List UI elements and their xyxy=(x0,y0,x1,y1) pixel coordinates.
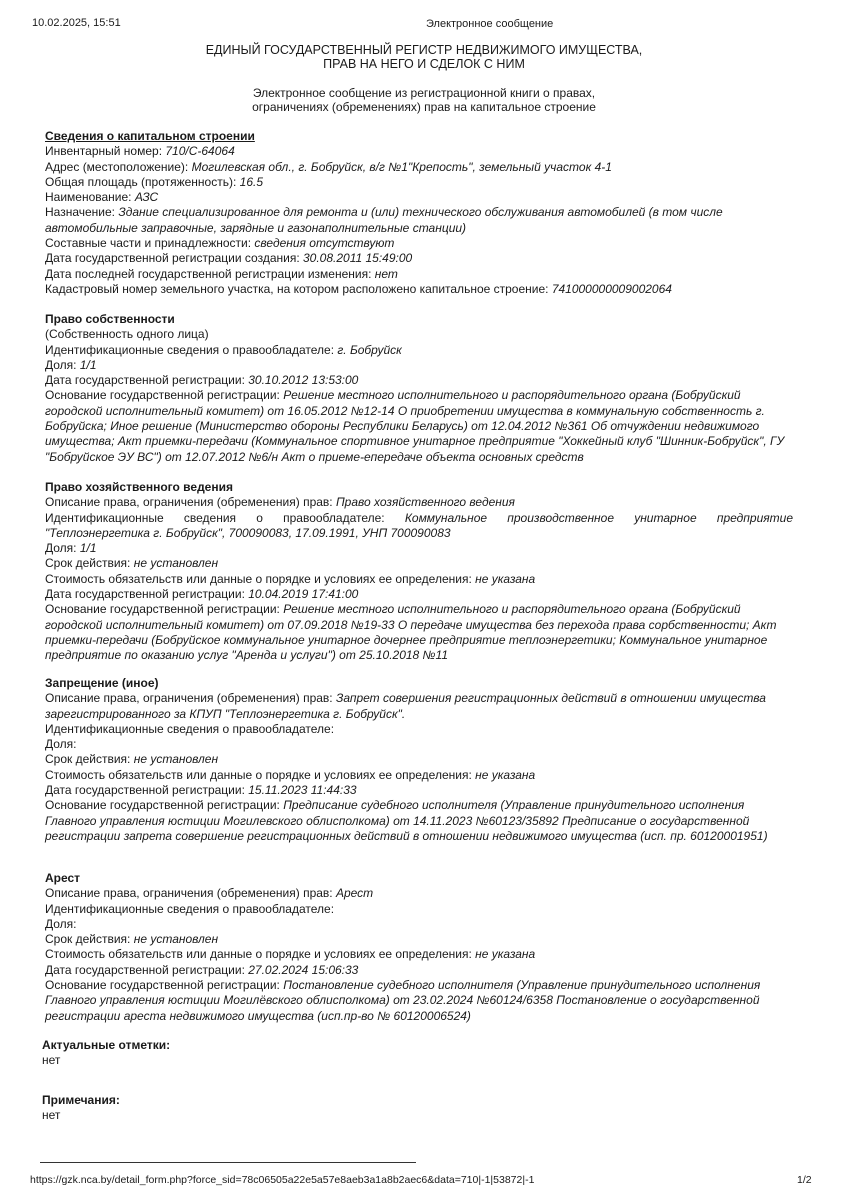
footer-divider xyxy=(40,1162,416,1163)
actual-marks-section xyxy=(42,1038,790,1069)
economic-reg-date-label: Дата государственной регистрации: xyxy=(45,587,249,602)
ownership-basis xyxy=(45,388,793,464)
economic-share xyxy=(45,541,793,556)
ownership-type: (Собственность одного лица) xyxy=(45,327,209,342)
notes-value: нет xyxy=(42,1108,61,1123)
registry-title xyxy=(0,43,848,71)
economic-cost xyxy=(45,572,793,587)
ownership-share-label: Доля: xyxy=(45,357,80,372)
total-area-value: 16.5 xyxy=(239,174,264,189)
economic-description-value: Право хозяйственного ведения xyxy=(335,495,515,510)
last-change-date-value: нет xyxy=(374,266,398,281)
last-change-date-label: Дата последней государственной регистрации изменения: xyxy=(45,266,375,281)
ownership-holder-value: г. Бобруйск xyxy=(337,342,402,357)
building-section xyxy=(45,129,793,297)
prohibition-term-label: Срок действия: xyxy=(45,752,134,767)
ownership-holder-label: Идентификационные сведения о правообладателе: xyxy=(45,342,338,357)
prohibition-reg-date-value: 15.11.2023 11:44:33 xyxy=(248,783,357,798)
prohibition-share: Доля: xyxy=(45,737,77,752)
arrest-share: Доля: xyxy=(45,916,77,931)
economic-basis-label: Основание государственной регистрации: xyxy=(45,602,284,617)
ownership-reg-date-value: 30.10.2012 13:53:00 xyxy=(248,373,359,388)
arrest-term-value: не установлен xyxy=(133,932,219,947)
message-subtitle-line1: Электронное сообщение из регистрационной книги о правах, xyxy=(252,86,596,100)
header-datetime: 10.02.2025, 15:51 xyxy=(32,17,121,29)
address-value: Могилевская обл., г. Бобруйск, в/г №1"Крепость", земельный участок 4-1 xyxy=(191,159,612,174)
arrest-cost-value: не указана xyxy=(475,947,536,962)
economic-basis-value: Решение местного исполнительного и распорядительного органа (Бобруйский городской исполнительный комитет) от 07.09.2018 №19-33 О передаче имущества без перехода права сорбственности; Акт приемки-передачи (Бобруйское коммунальное унитарное дочернее предприятие теплоэнергетики; Коммунальное унитарное предприятие по оказанию услуг "Аренда и услуги") от 25.10.2018 №11 xyxy=(45,602,777,663)
arrest-basis xyxy=(45,978,793,1024)
inventory-number-label: Инвентарный номер: xyxy=(45,144,166,159)
economic-holder-details: "Теплоэнергетика г. Бобруйск", 700090083, 17.09.1991, УНП 700090083 xyxy=(45,525,451,540)
inventory-number xyxy=(45,144,793,159)
cadastral-number-value: 741000000009002064 xyxy=(551,281,672,296)
message-subtitle-line2: ограничениях (обременениях) прав на капитальное строение xyxy=(252,100,596,114)
prohibition-description-label: Описание права, ограничения (обременения) прав: xyxy=(45,691,336,706)
cadastral-number xyxy=(45,282,793,297)
arrest-heading: Арест xyxy=(45,871,81,885)
prohibition-heading: Запрещение (иное) xyxy=(45,676,159,690)
building-purpose-label: Назначение: xyxy=(45,205,119,220)
ownership-share xyxy=(45,358,793,373)
building-purpose-value: Здание специализированное для ремонта и (или) технического обслуживания автомобилей (в том числе автомобильные заправочные, зарядные и газонаполнительные станции) xyxy=(45,205,723,235)
message-subtitle xyxy=(0,86,848,114)
cadastral-number-label: Кадастровый номер земельного участка, на котором расположено капитальное строение: xyxy=(45,281,552,296)
economic-holder xyxy=(45,511,793,526)
footer-page-number: 1/2 xyxy=(797,1174,812,1186)
building-name-value: АЗС xyxy=(134,190,159,205)
prohibition-basis-label: Основание государственной регистрации: xyxy=(45,798,284,813)
ownership-basis-value: Решение местного исполнительного и распорядительного органа (Бобруйский городской исполнительный комитет) от 16.05.2012 №12-14 О приобретении имущества в коммунальную собственность г. Бобруйска; Иное решение (Министерство обороны Республики Беларусь) от 12.04.2012 №361 Об отчуждении недвижимого имущества; Акт приемки-передачи (Коммунальное спортивное унитарное предприятие "Хоккейный клуб "Шинник-Бобруйск", ГУ "Бобруйское ЭУ ВС") от 12.07.2012 №6/н Акт о приеме-епередаче объекта основных средств xyxy=(45,388,785,464)
building-heading: Сведения о капитальном строении xyxy=(45,129,255,143)
actual-marks-heading: Актуальные отметки: xyxy=(42,1038,171,1052)
economic-share-label: Доля: xyxy=(45,541,80,556)
notes-section xyxy=(42,1093,790,1124)
arrest-description-label: Описание права, ограничения (обременения) прав: xyxy=(45,886,336,901)
economic-cost-label: Стоимость обязательств или данные о порядке и условиях ее определения: xyxy=(45,571,476,586)
prohibition-basis xyxy=(45,798,793,844)
ownership-basis-label: Основание государственной регистрации: xyxy=(45,388,284,403)
notes-heading: Примечания: xyxy=(42,1093,120,1107)
economic-holder-value: Коммунальное производственное унитарное предприятие xyxy=(404,510,793,525)
ownership-heading: Право собственности xyxy=(45,312,175,326)
arrest-reg-date xyxy=(45,963,793,978)
prohibition-cost-label: Стоимость обязательств или данные о порядке и условиях ее определения: xyxy=(45,767,476,782)
ownership-reg-date-label: Дата государственной регистрации: xyxy=(45,373,249,388)
arrest-basis-label: Основание государственной регистрации: xyxy=(45,978,284,993)
inventory-number-value: 710/С-64064 xyxy=(165,144,235,159)
economic-basis xyxy=(45,602,793,663)
footer-url[interactable]: https://gzk.nca.by/detail_form.php?force_sid=78c06505a22e5a57e8aeb3a1a8b2aec6&data=710|-1|53872|-1 xyxy=(30,1174,535,1186)
ownership-section xyxy=(45,312,793,465)
address-label: Адрес (местоположение): xyxy=(45,159,192,174)
arrest-term xyxy=(45,932,793,947)
prohibition-reg-date xyxy=(45,783,793,798)
prohibition-cost-value: не указана xyxy=(475,767,536,782)
ownership-holder xyxy=(45,343,793,358)
ownership-reg-date xyxy=(45,373,793,388)
prohibition-description xyxy=(45,691,793,722)
header-doc-type: Электронное сообщение xyxy=(426,18,554,30)
arrest-cost xyxy=(45,947,793,962)
arrest-description xyxy=(45,886,793,901)
last-change-date xyxy=(45,267,793,282)
prohibition-section xyxy=(45,676,793,844)
prohibition-term-value: не установлен xyxy=(133,752,219,767)
arrest-reg-date-label: Дата государственной регистрации: xyxy=(45,962,249,977)
creation-date-value: 30.08.2011 15:49:00 xyxy=(303,251,413,266)
building-parts xyxy=(45,236,793,251)
registry-title-line1: ЕДИНЫЙ ГОСУДАРСТВЕННЫЙ РЕГИСТР НЕДВИЖИМОГО ИМУЩЕСТВА, xyxy=(205,43,643,57)
economic-holder-label: Идентификационные сведения о правообладателе: xyxy=(45,510,405,525)
economic-reg-date xyxy=(45,587,793,602)
creation-date xyxy=(45,251,793,266)
economic-share-value: 1/1 xyxy=(79,541,97,556)
prohibition-basis-value: Предписание судебного исполнителя (Управление принудительного исполнения Главного управления юстиции Могилевского облисполкома) от 14.11.2023 №60123/35892 Предписание о государственной регистрации запрета совершение регистрационных действий в отношении недвижимого имущества (исп. пр. 60120001951) xyxy=(45,798,768,843)
arrest-holder: Идентификационные сведения о правообладателе: xyxy=(45,901,335,916)
building-name xyxy=(45,190,793,205)
economic-term-label: Срок действия: xyxy=(45,556,134,571)
economic-term xyxy=(45,556,793,571)
economic-term-value: не установлен xyxy=(133,556,219,571)
prohibition-cost xyxy=(45,768,793,783)
ownership-share-value: 1/1 xyxy=(79,357,97,372)
economic-description xyxy=(45,495,793,510)
economic-reg-date-value: 10.04.2019 17:41:00 xyxy=(248,587,359,602)
total-area-label: Общая площадь (протяженность): xyxy=(45,174,240,189)
building-parts-value: сведения отсутствуют xyxy=(254,236,395,251)
arrest-section xyxy=(45,871,793,1024)
prohibition-description-value: Запрет совершения регистрационных действий в отношении имущества зарегистрированного за КПУП "Теплоэнергетика г. Бобруйск". xyxy=(45,691,766,721)
actual-marks-value: нет xyxy=(42,1053,61,1068)
arrest-description-value: Арест xyxy=(335,886,374,901)
arrest-term-label: Срок действия: xyxy=(45,932,134,947)
building-purpose xyxy=(45,205,793,236)
creation-date-label: Дата государственной регистрации создания: xyxy=(45,251,303,266)
registry-title-line2: ПРАВ НА НЕГО И СДЕЛОК С НИМ xyxy=(323,57,525,71)
arrest-cost-label: Стоимость обязательств или данные о порядке и условиях ее определения: xyxy=(45,947,476,962)
prohibition-reg-date-label: Дата государственной регистрации: xyxy=(45,783,249,798)
arrest-reg-date-value: 27.02.2024 15:06:33 xyxy=(248,962,359,977)
economic-cost-value: не указана xyxy=(475,571,536,586)
economic-section xyxy=(45,480,793,664)
arrest-basis-value: Постановление судебного исполнителя (Управление принудительного исполнения Главного управления юстиции Могилёвского облисполкома) от 23.02.2024 №60124/6358 Постановление о государственной регистрации ареста недвижимого имущества (исп.пр-во № 60120006524) xyxy=(45,978,761,1023)
economic-heading: Право хозяйственного ведения xyxy=(45,480,233,494)
prohibition-holder: Идентификационные сведения о правообладателе: xyxy=(45,721,335,736)
address xyxy=(45,160,793,175)
economic-description-label: Описание права, ограничения (обременения) прав: xyxy=(45,495,336,510)
prohibition-term xyxy=(45,752,793,767)
building-name-label: Наименование: xyxy=(45,190,135,205)
total-area xyxy=(45,175,793,190)
building-parts-label: Составные части и принадлежности: xyxy=(45,236,255,251)
